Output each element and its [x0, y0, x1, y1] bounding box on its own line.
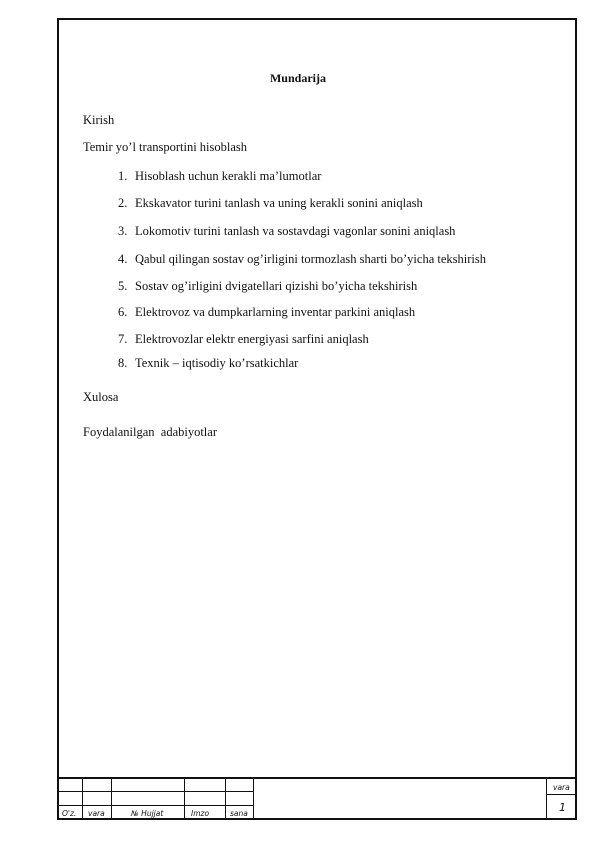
stamp-divider: [253, 779, 254, 820]
stamp-label: vara: [88, 809, 105, 818]
stamp-row-line: [57, 805, 253, 806]
toc-item: [118, 252, 486, 267]
toc-item-number: 2.: [118, 196, 128, 210]
stamp-label: Imzo: [191, 809, 210, 818]
stamp-divider: [184, 779, 185, 820]
document-title: Mundarija: [269, 71, 326, 85]
toc-item: [118, 224, 455, 239]
stamp-row-line: [546, 794, 577, 795]
stamp-divider: [225, 779, 226, 820]
toc-item: [118, 169, 321, 184]
toc-item-number: 3.: [118, 224, 128, 238]
toc-item-number: 1.: [118, 169, 128, 183]
toc-item-number: 8.: [118, 356, 128, 370]
toc-item-number: 5.: [118, 279, 128, 293]
toc-item-number: 7.: [118, 332, 128, 346]
page-frame: [57, 18, 577, 820]
stamp-divider: [111, 779, 112, 820]
toc-conclusion: Xulosa: [83, 390, 119, 404]
toc-item-text: Hisoblash uchun kerakli ma’lumotlar: [135, 169, 322, 183]
toc-item-text: Sostav og’irligini dvigatellari qizishi bo’yicha tekshirish: [135, 279, 418, 293]
toc-item-text: Qabul qilingan sostav og’irligini tormozlash sharti bo’yicha tekshirish: [135, 252, 486, 266]
toc-item-number: 4.: [118, 252, 128, 266]
toc-item-text: Lokomotiv turini tanlash va sostavdagi vagonlar sonini aniqlash: [135, 224, 456, 238]
toc-intro: Kirish: [83, 113, 115, 127]
toc-section: Temir yo’l transportini hisoblash: [83, 140, 248, 154]
sheet-number: 1: [559, 801, 566, 814]
stamp-label: № Hujjat: [131, 809, 164, 818]
toc-item-text: Elektrovozlar elektr energiyasi sarfini aniqlash: [135, 332, 369, 346]
toc-item: [118, 356, 298, 371]
stamp-divider: [82, 779, 83, 820]
toc-item-text: Ekskavator turini tanlash va uning kerakli sonini aniqlash: [135, 196, 423, 210]
stamp-divider: [546, 779, 547, 820]
toc-item: [118, 196, 423, 211]
toc-item-number: 6.: [118, 305, 128, 319]
toc-references: Foydalanilgan adabiyotlar: [83, 425, 217, 439]
title-block: [57, 777, 577, 820]
toc-item: [118, 279, 417, 294]
stamp-label: O'z.: [62, 809, 77, 818]
stamp-row-line: [57, 791, 253, 792]
toc-item-text: Elektrovoz va dumpkarlarning inventar parkini aniqlash: [135, 305, 416, 319]
sheet-label: vara: [553, 783, 570, 792]
toc-item: [118, 332, 369, 347]
stamp-label: sana: [230, 809, 248, 818]
toc-item: [118, 305, 415, 320]
toc-item-text: Texnik – iqtisodiy ko’rsatkichlar: [135, 356, 299, 370]
